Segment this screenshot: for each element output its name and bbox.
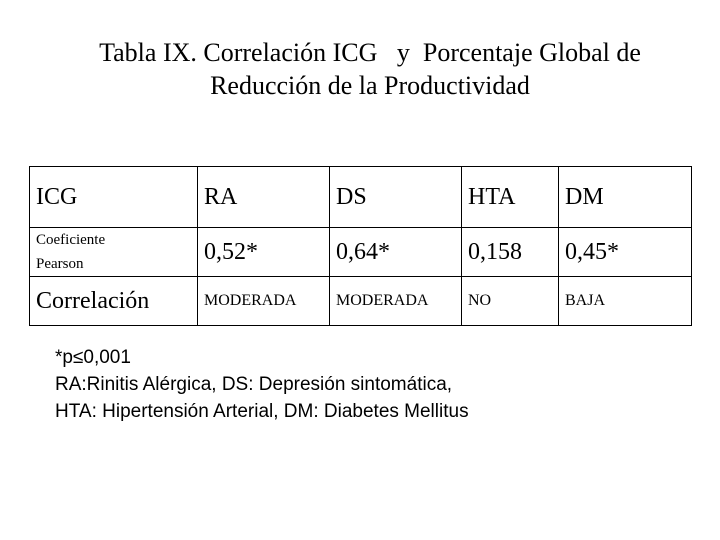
correlacion-value-ds: MODERADA bbox=[330, 277, 462, 326]
header-cell-ra: RA bbox=[198, 167, 330, 228]
title-line-2: Reducción de la Productividad bbox=[210, 71, 530, 100]
pearson-label-cell bbox=[30, 228, 198, 277]
footnote-significance: *p≤0,001 bbox=[55, 347, 131, 368]
pearson-value-ds: 0,64* bbox=[330, 228, 462, 277]
header-cell-icg: ICG bbox=[30, 167, 198, 228]
header-cell-hta: HTA bbox=[462, 167, 559, 228]
table-row-correlacion bbox=[30, 277, 692, 326]
correlacion-value-hta: NO bbox=[462, 277, 559, 326]
header-cell-ds: DS bbox=[330, 167, 462, 228]
header-cell-dm: DM bbox=[559, 167, 692, 228]
pearson-label-line-2: Pearson bbox=[36, 256, 84, 272]
correlation-table bbox=[29, 166, 692, 326]
correlacion-value-dm: BAJA bbox=[559, 277, 692, 326]
page-title bbox=[60, 36, 680, 102]
table-header-row bbox=[30, 167, 692, 228]
pearson-label-line-1: Coeficiente bbox=[36, 232, 106, 248]
pearson-value-ra: 0,52* bbox=[198, 228, 330, 277]
table-row-pearson bbox=[30, 228, 692, 277]
pearson-value-dm: 0,45* bbox=[559, 228, 692, 277]
footnotes bbox=[55, 344, 469, 425]
footnote-abbreviations-2: HTA: Hipertensión Arterial, DM: Diabetes Mellitus bbox=[55, 401, 469, 422]
correlacion-label-cell: Correlación bbox=[30, 277, 198, 326]
pearson-value-hta: 0,158 bbox=[462, 228, 559, 277]
footnote-abbreviations-1: RA:Rinitis Alérgica, DS: Depresión sintomática, bbox=[55, 374, 453, 395]
correlacion-value-ra: MODERADA bbox=[198, 277, 330, 326]
title-line-1: Tabla IX. Correlación ICG y Porcentaje Global de bbox=[99, 38, 641, 67]
